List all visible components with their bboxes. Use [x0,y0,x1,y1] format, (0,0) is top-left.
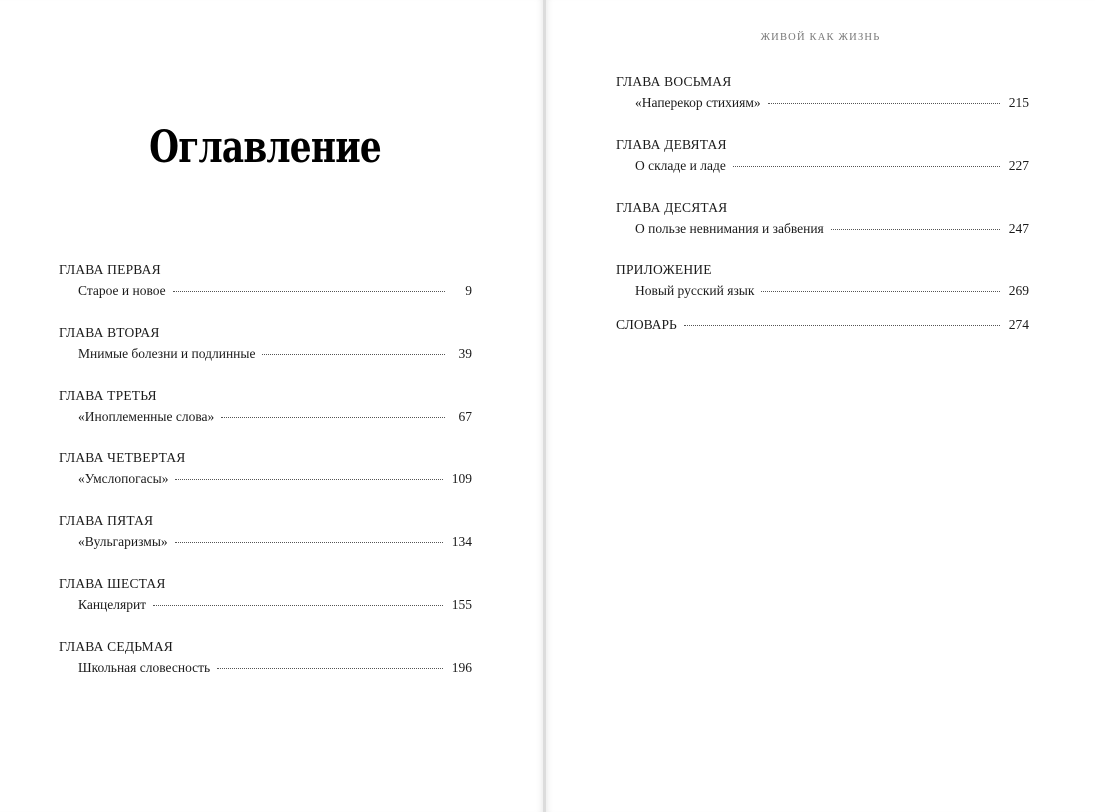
toc-section [59,513,472,576]
dot-leader [684,325,1000,326]
entry-title: О складе и ладе [635,157,726,173]
running-head [546,32,1095,43]
chapter-heading: ГЛАВА ЧЕТВЕРТАЯ [59,450,186,466]
chapter-heading: ГЛАВА ВТОРАЯ [59,324,160,340]
toc-entry[interactable] [59,346,472,362]
page-number: 39 [458,345,472,361]
page-title: Оглавление [149,122,381,173]
chapter-heading: ГЛАВА ТРЕТЬЯ [59,387,157,403]
toc-section [59,325,472,388]
dot-leader [733,166,1000,167]
toc-section [616,137,1029,200]
toc-entry[interactable] [59,409,472,425]
dot-leader [217,668,443,669]
dot-leader [831,229,1000,230]
page-number: 196 [451,659,472,675]
toc-entry[interactable] [616,221,1029,237]
entry-title: «Умслопогасы» [78,471,169,487]
toc-entry[interactable] [616,95,1029,111]
entry-title: «Наперекор стихиям» [635,95,761,110]
toc-entry-dictionary[interactable] [616,317,1029,333]
page-number: 155 [451,596,472,612]
toc-entry[interactable] [59,660,472,676]
toc-section [59,639,472,702]
toc-entry[interactable] [59,534,472,550]
chapter-heading: ПРИЛОЖЕНИЕ [616,262,712,278]
page-number: 67 [458,408,472,424]
dot-leader [262,354,445,355]
toc-left [59,262,472,702]
toc-entry[interactable] [59,597,472,613]
dot-leader [221,417,445,418]
dot-leader [175,479,442,480]
page-number: 269 [1008,283,1029,299]
chapter-heading: ГЛАВА ШЕСТАЯ [59,575,166,591]
entry-title: Старое и новое [78,283,166,298]
chapter-heading: ГЛАВА ДЕВЯТАЯ [616,136,727,152]
dot-leader [173,291,445,292]
left-page [0,0,543,812]
toc-section [616,262,1029,317]
dot-leader [761,291,999,292]
page-number: 247 [1008,220,1029,236]
dot-leader [175,542,443,543]
page-number: 274 [1008,317,1029,333]
chapter-heading: ГЛАВА СЕДЬМАЯ [59,638,174,654]
entry-title: Школьная словесность [78,659,211,675]
page-number: 215 [1008,95,1029,110]
entry-title: Мнимые болезни и подлинные [78,345,256,361]
entry-title: Канцелярит [78,596,147,612]
toc-entry[interactable] [59,283,472,299]
toc-section [59,262,472,325]
entry-title: СЛОВАРЬ [616,317,677,333]
dot-leader [768,103,1000,104]
chapter-heading: ГЛАВА ВОСЬМАЯ [616,74,732,89]
toc-section [59,388,472,451]
toc-section [59,450,472,513]
toc-section [616,74,1029,137]
toc-entry[interactable] [616,283,1029,299]
entry-title: «Вульгаризмы» [78,534,168,550]
entry-title: «Иноплеменные слова» [78,408,215,424]
toc-entry[interactable] [616,158,1029,174]
chapter-heading: ГЛАВА ПЕРВАЯ [59,262,161,277]
chapter-heading: ГЛАВА ДЕСЯТАЯ [616,199,728,215]
toc-section [616,200,1029,263]
entry-title: О пользе невнимания и забвения [635,220,824,236]
page-number: 134 [451,534,472,550]
toc-section [59,576,472,639]
dot-leader [153,605,443,606]
chapter-heading: ГЛАВА ПЯТАЯ [59,513,154,529]
toc-right [616,74,1029,333]
page-number: 109 [451,471,472,487]
page-number: 9 [465,283,472,298]
entry-title: Новый русский язык [635,283,755,299]
page-number: 227 [1008,157,1029,173]
toc-entry[interactable] [59,471,472,487]
running-head-text: ЖИВОЙ КАК ЖИЗНЬ [760,32,881,43]
right-page [546,0,1095,812]
